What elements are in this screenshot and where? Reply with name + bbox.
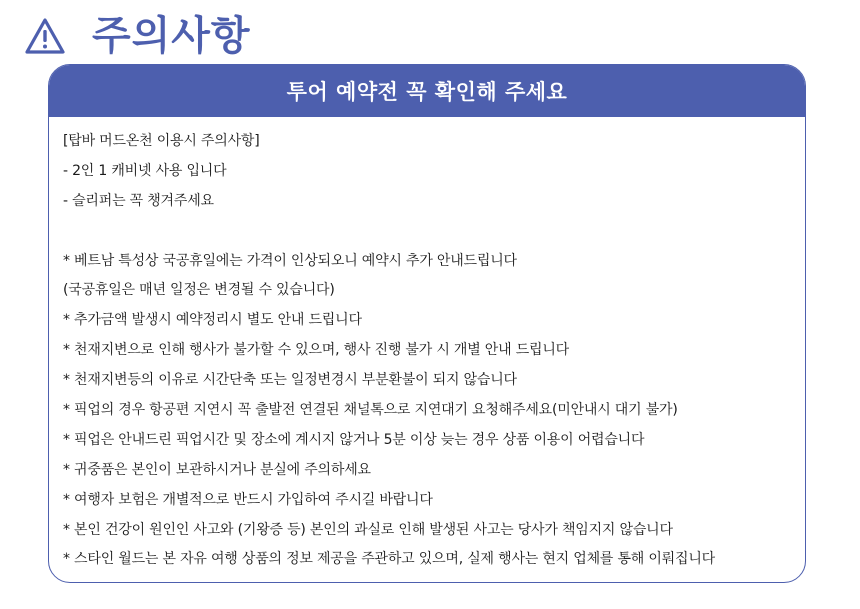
notice-line: - 슬리퍼는 꼭 챙겨주세요 <box>63 192 214 209</box>
notice-line: * 추가금액 발생시 예약정리시 별도 안내 드립니다 <box>63 312 362 329</box>
notice-line: (국공휴일은 매년 일정은 변경될 수 있습니다) <box>63 282 335 299</box>
notice-card <box>48 64 806 583</box>
notice-list <box>49 117 805 575</box>
notice-line: * 스타인 월드는 본 자유 여행 상품의 정보 제공을 주관하고 있으며, 실제 행사는 현지 업체를 통해 이뤄집니다 <box>63 551 715 568</box>
warning-triangle-icon <box>24 17 66 55</box>
notice-line: * 베트남 특성상 국공휴일에는 가격이 인상되오니 예약시 추가 안내드립니다 <box>63 252 517 269</box>
notice-line: [탑바 머드온천 이용시 주의사항] <box>63 133 260 149</box>
notice-line: * 천재지변등의 이유로 시간단축 또는 일정변경시 부분환불이 되지 않습니다 <box>63 372 517 389</box>
notice-line: * 픽업의 경우 항공편 지연시 꼭 출발전 연결된 채널톡으로 지연대기 요청해주세요(미안내시 대기 불가) <box>63 402 678 419</box>
notice-line: * 여행자 보험은 개별적으로 반드시 가입하여 주시길 바랍니다 <box>63 491 433 508</box>
notice-line: * 귀중품은 본인이 보관하시거나 분실에 주의하세요 <box>63 461 371 478</box>
notice-line: * 천재지변으로 인해 행사가 불가할 수 있으며, 행사 진행 불가 시 개별 안내 드립니다 <box>63 342 569 359</box>
page-title: 주의사항 <box>92 13 251 59</box>
notice-line: * 픽업은 안내드린 픽업시간 및 장소에 계시지 않거나 5분 이상 늦는 경우 상품 이용이 어렵습니다 <box>63 431 645 448</box>
notice-line: * 본인 건강이 원인인 사고와 (기왕증 등) 본인의 과실로 인해 발생된 사고는 당사가 책임지지 않습니다 <box>63 521 673 538</box>
notice-spacer <box>63 217 805 247</box>
notice-heading <box>24 10 251 62</box>
card-header: 투어 예약전 꼭 확인해 주세요 <box>49 65 805 117</box>
notice-line: - 2인 1 캐비넷 사용 입니다 <box>63 162 227 179</box>
